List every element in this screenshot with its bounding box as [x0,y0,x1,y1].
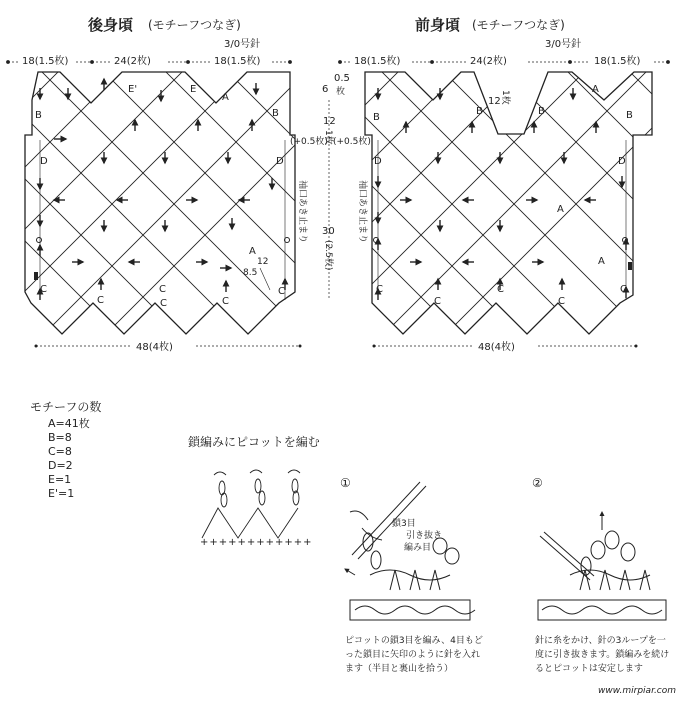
back-subtitle: (モチーフつなぎ) [148,18,241,32]
back-motif-b-tr: B [272,108,279,119]
front-title: 前身頃 [415,16,461,34]
front-motif-d-right: D [618,156,626,167]
svg-text:6: 6 [322,84,329,95]
front-needle: 3/0号針 [545,39,582,50]
count-e-prime: E'=1 [48,487,75,500]
front-motif-b2: B [538,106,545,117]
back-motif-c4: C [160,298,167,309]
motif-counts-title: モチーフの数 [30,400,102,414]
step1-caption-2: った鎖目に矢印のように針を入れ [345,650,481,660]
back-button-left [37,238,42,243]
front-motif-a1: A [557,204,564,215]
back-small-85: 8.5 [243,268,258,278]
picot-symbol-diagram [202,470,300,538]
svg-text:30: 30 [322,226,335,237]
back-dim-right: 18(1.5枚) [214,56,261,67]
back-motif-b-tl: B [35,110,42,121]
step2-illustration [538,512,666,620]
svg-text:1枚: 1枚 [500,90,510,105]
back-small-12: 12 [257,257,269,267]
step1-caption-1: ピコットの鎖3目を編み、4目もど [345,636,483,646]
back-motif-arrows [40,79,285,300]
svg-text:12: 12 [488,96,501,107]
step2-number: ② [532,476,543,490]
back-cuff-note [297,180,309,243]
svg-text:(+0.5枚): (+0.5枚) [290,137,328,147]
back-dim-left: 18(1.5枚) [22,56,69,67]
front-motif-b-tr: B [626,110,633,121]
count-d: D=2 [48,459,73,472]
front-motif-c3: C [497,284,504,295]
back-title: 後身頃 [88,16,134,34]
svg-text:(+0.5枚): (+0.5枚) [333,137,371,147]
back-marker-left [34,272,38,280]
front-button-right [623,238,628,243]
svg-text:袖口あき止まり: 袖口あき止まり [297,180,307,244]
svg-text:(2.5枚): (2.5枚) [323,240,333,271]
back-motif-a-top: A [222,92,229,103]
front-dim-right: 18(1.5枚) [594,56,641,67]
picot-chain-symbols: ++++++++++++ [200,537,313,548]
front-dim-mid: 24(2枚) [470,56,507,67]
count-b: B=8 [48,431,72,444]
back-motif-e: E [190,84,197,95]
motif-counts [30,399,101,500]
back-motif-c3: C [159,284,166,295]
front-motif-b-tl: B [373,112,380,123]
step1-label-slip: 引き抜き [406,531,443,541]
front-dim-bottom: 48(4枚) [478,342,515,353]
step1-label-chain: 鎖3目 [392,519,416,529]
step1-caption-3: ます（半目と裏山を拾う） [345,664,454,674]
back-motif-d-left: D [40,156,48,167]
count-e: E=1 [48,473,72,486]
svg-text:12: 12 [323,116,336,127]
front-motif-c5: C [620,284,627,295]
front-motif-d-left: D [374,156,382,167]
front-marker-right [628,262,632,270]
step1-label-stitch: 編み目 [404,543,432,553]
front-subtitle: (モチーフつなぎ) [472,18,565,32]
front-motif-arrows [378,88,626,300]
back-needle: 3/0号針 [224,39,261,50]
front-outline [365,72,652,334]
step2-caption-3: るとピコットは安定します [535,664,643,674]
step2-caption-1: 針に糸をかけ、針の3ループを一 [535,636,666,646]
front-motif-a2: A [598,256,605,267]
picot-section [188,434,669,674]
back-motif-a-right: A [249,246,256,257]
svg-text:袖口あき止まり: 袖口あき止まり [357,180,367,244]
count-a: A=41枚 [48,417,90,430]
back-motif-c6: C [278,286,285,297]
front-motif-c1: C [376,284,383,295]
front-cuff-note [357,180,369,243]
back-motif-c1: C [40,284,47,295]
svg-text:1枚: 1枚 [323,130,333,145]
watermark: www.mirpiar.com [598,686,677,696]
svg-text:枚: 枚 [336,87,346,97]
back-motif-c5: C [222,296,229,307]
svg-text:0.5: 0.5 [334,73,350,84]
back-motif-d-right: D [276,156,284,167]
count-c: C=8 [48,445,72,458]
back-motif-c2: C [97,295,104,306]
back-dim-bottom: 48(4枚) [136,342,173,353]
front-dim-left: 18(1.5枚) [354,56,401,67]
step1-number: ① [340,476,351,490]
step2-caption-2: 度に引き抜きます。鎖編みを続け [535,650,670,660]
front-motif-a-top: A [592,84,599,95]
front-motif-c4: C [558,296,565,307]
front-motif-c2: C [434,296,441,307]
back-dim-mid: 24(2枚) [114,56,151,67]
picot-title: 鎖編みにピコットを編む [188,435,320,449]
front-motif-b1: B [476,106,483,117]
back-motif-e-prime: E' [128,84,138,95]
